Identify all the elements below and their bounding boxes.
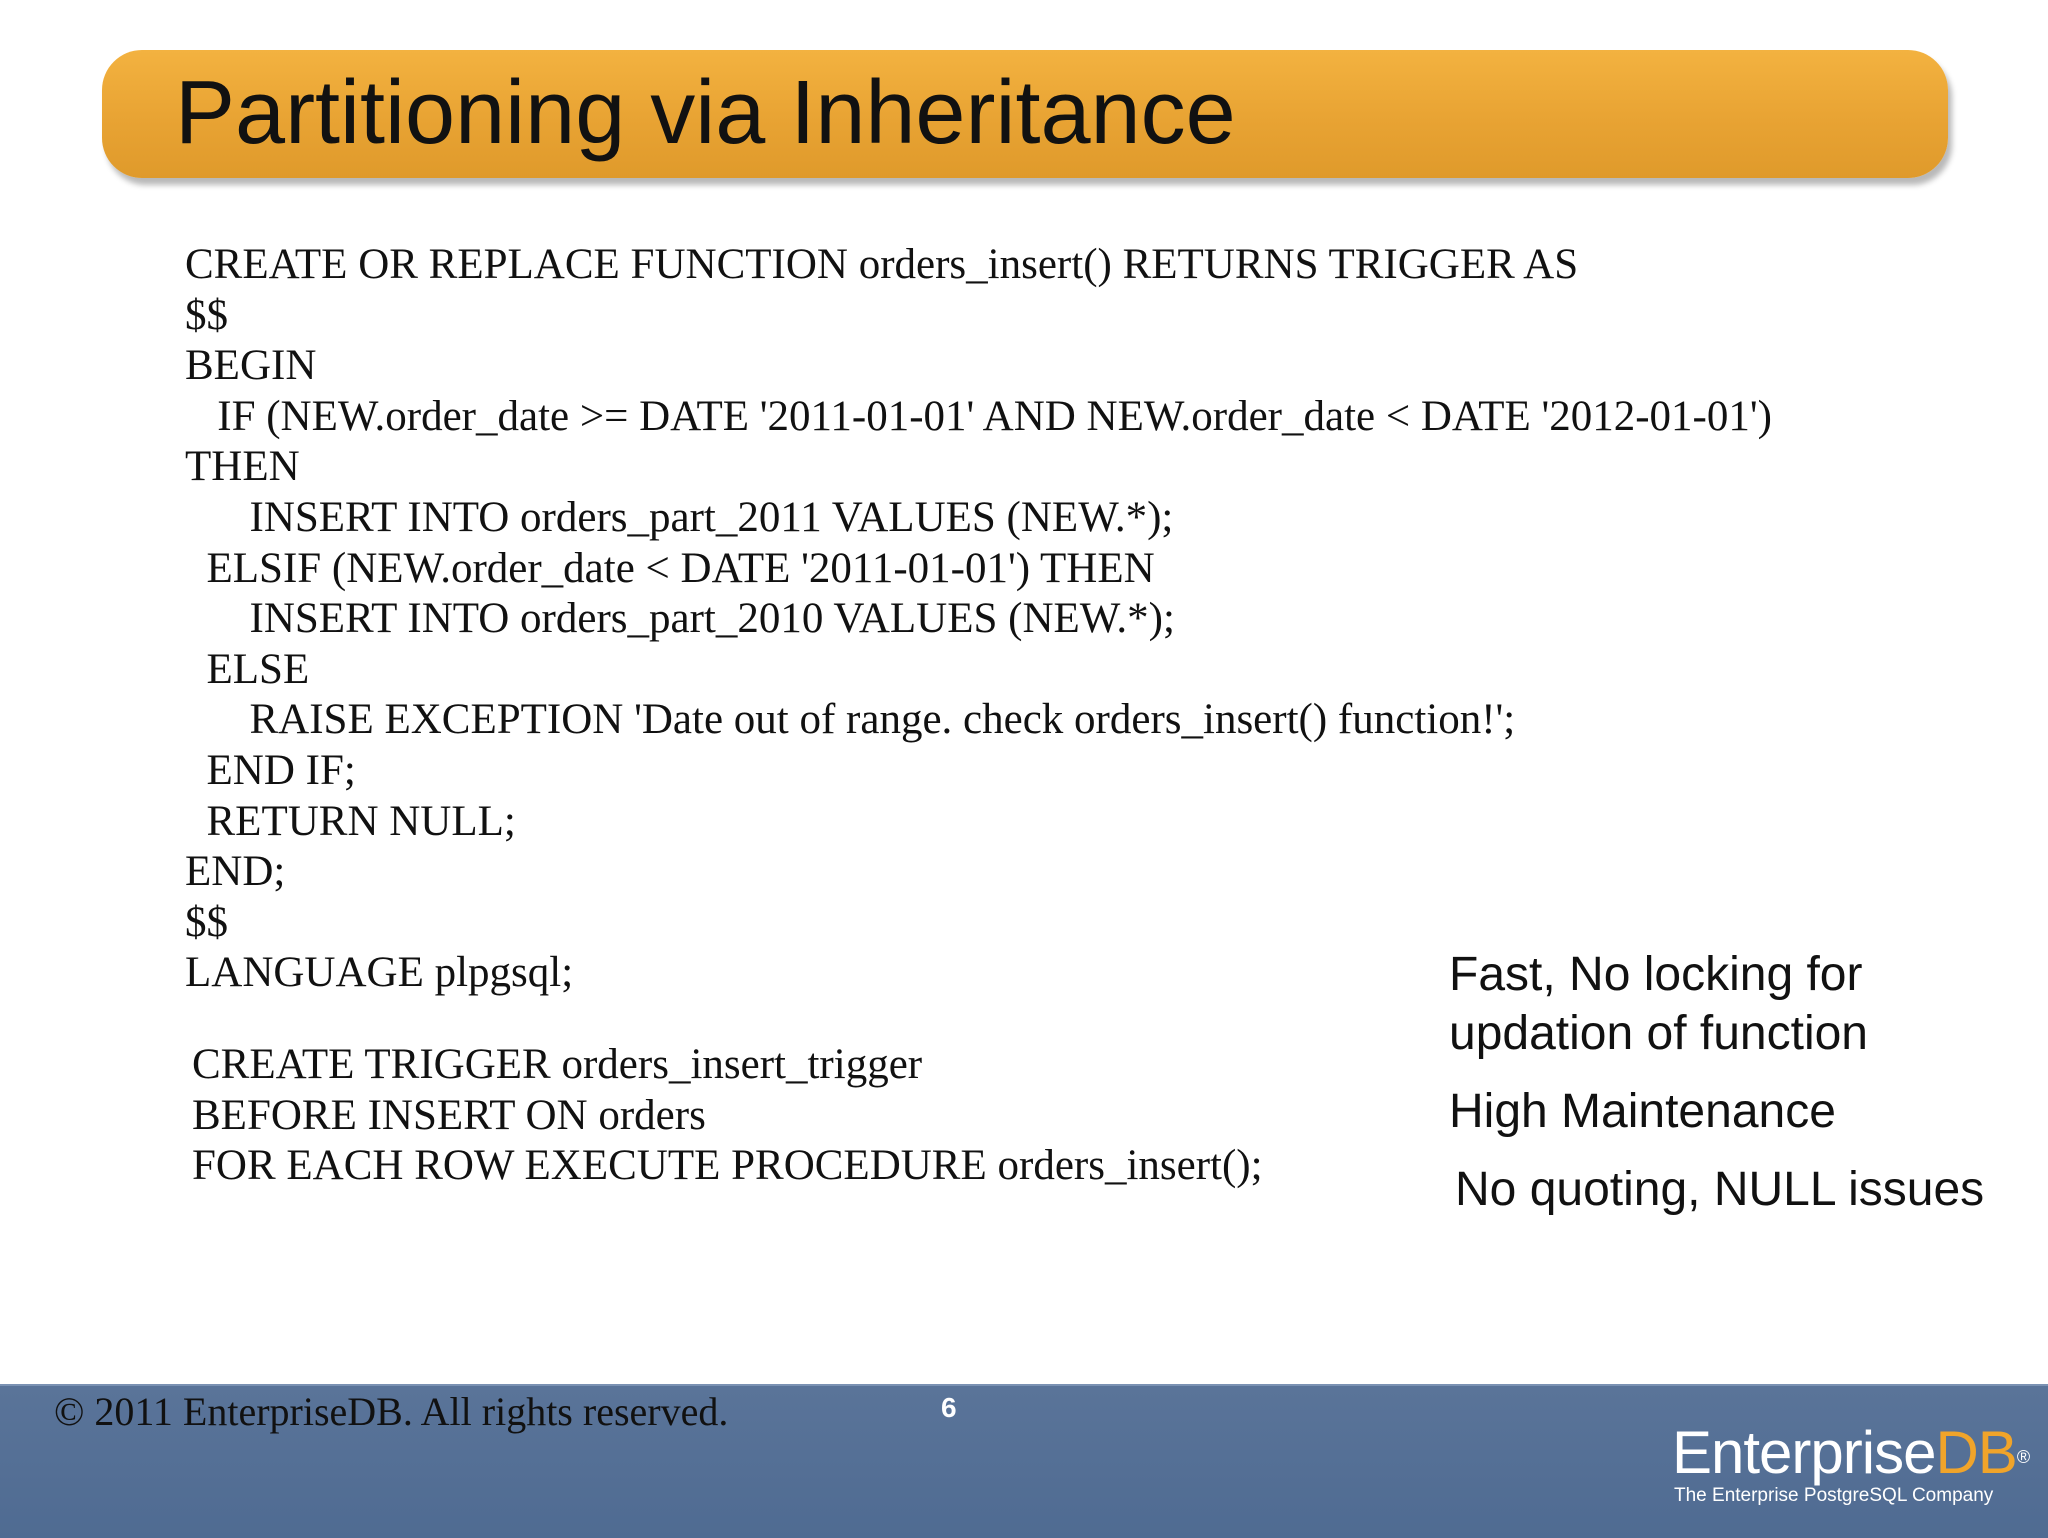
trigger-line: FOR EACH ROW EXECUTE PROCEDURE orders_insert(); bbox=[192, 1142, 1263, 1190]
code-line: BEGIN bbox=[185, 342, 317, 390]
trigger-line: BEFORE INSERT ON orders bbox=[192, 1091, 706, 1139]
trigger-line: CREATE TRIGGER orders_insert_trigger bbox=[192, 1041, 923, 1088]
code-line: $$ bbox=[185, 898, 228, 946]
code-line: CREATE OR REPLACE FUNCTION orders_insert() RETURNS TRIGGER AS bbox=[185, 241, 1579, 288]
function-code-block bbox=[185, 240, 1772, 999]
note-no-quoting: No quoting, NULL issues bbox=[1455, 1163, 1985, 1216]
code-line: ELSIF (NEW.order_date < DATE '2011-01-01') THEN bbox=[185, 544, 1155, 592]
code-line: THEN bbox=[185, 443, 300, 491]
code-line: IF (NEW.order_date >= DATE '2011-01-01' AND NEW.order_date < DATE '2012-01-01') bbox=[185, 392, 1772, 440]
note-high-maintenance: High Maintenance bbox=[1449, 1085, 1836, 1138]
logo-word-accent: DB bbox=[1935, 1419, 2017, 1486]
logo-registered-mark: ® bbox=[2016, 1447, 2030, 1467]
code-line: END; bbox=[185, 848, 286, 896]
code-line: END IF; bbox=[185, 746, 356, 794]
page-number: 6 bbox=[941, 1392, 957, 1423]
slide-title: Partitioning via Inheritance bbox=[175, 63, 1236, 163]
copyright-text: © 2011 EnterpriseDB. All rights reserved. bbox=[54, 1389, 729, 1434]
logo-tagline: The Enterprise PostgreSQL Company bbox=[1674, 1485, 1994, 1506]
code-line: RETURN NULL; bbox=[185, 797, 516, 845]
code-line: INSERT INTO orders_part_2010 VALUES (NEW.*); bbox=[185, 595, 1175, 643]
trigger-code-block bbox=[192, 1040, 1263, 1192]
code-line: RAISE EXCEPTION 'Date out of range. check orders_insert() function!'; bbox=[185, 696, 1516, 744]
code-line: INSERT INTO orders_part_2011 VALUES (NEW.*); bbox=[185, 493, 1174, 541]
code-line: ELSE bbox=[185, 645, 310, 693]
enterprisedb-logo bbox=[1672, 1418, 2030, 1518]
code-line: $$ bbox=[185, 291, 228, 339]
logo-word-main: Enterprise bbox=[1672, 1419, 1936, 1486]
code-line: LANGUAGE plpgsql; bbox=[185, 949, 574, 997]
logo-wordmark bbox=[1672, 1418, 2029, 1488]
note-fast-no-locking: Fast, No locking for updation of function bbox=[1449, 948, 1868, 1060]
